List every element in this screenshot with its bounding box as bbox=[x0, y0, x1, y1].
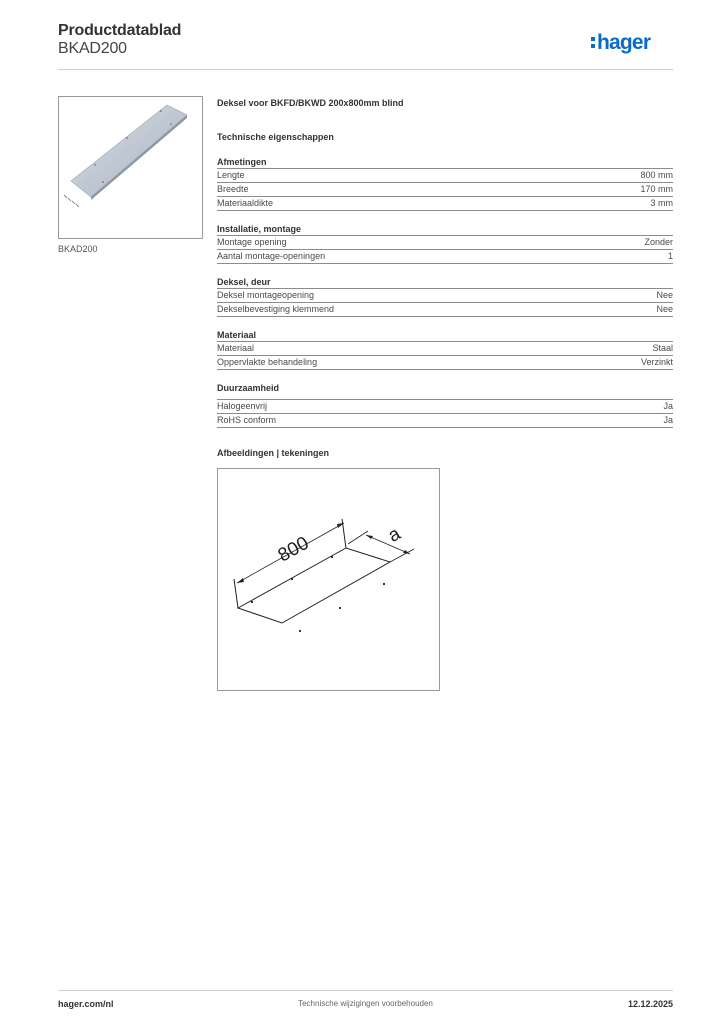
spec-section-sustainability bbox=[217, 382, 673, 428]
product-code: BKAD200 bbox=[58, 40, 127, 57]
spec-section-installation bbox=[217, 223, 673, 264]
spec-label: Halogeenvrij bbox=[217, 401, 268, 411]
spec-label: Breedte bbox=[217, 184, 249, 194]
dimension-width-label: a bbox=[384, 523, 405, 547]
spec-row bbox=[217, 250, 673, 264]
spec-label: Aantal montage-openingen bbox=[217, 251, 326, 261]
spec-label: Deksel montageopening bbox=[217, 290, 315, 300]
spec-row bbox=[217, 183, 673, 197]
spec-sheet bbox=[217, 96, 673, 428]
spec-row bbox=[217, 303, 673, 317]
dimension-length-label: 800 bbox=[274, 532, 313, 567]
drawings-heading: Afbeeldingen | tekeningen bbox=[217, 448, 330, 458]
spec-label: Materiaaldikte bbox=[217, 198, 274, 208]
section-title: Duurzaamheid bbox=[217, 382, 673, 400]
technical-drawing bbox=[217, 468, 440, 691]
spec-row bbox=[217, 197, 673, 211]
spec-row bbox=[217, 342, 673, 356]
spec-row bbox=[217, 289, 673, 303]
cover-plate-photo-icon bbox=[59, 97, 202, 238]
spec-label: Dekselbevestiging klemmend bbox=[217, 304, 335, 314]
section-title: Materiaal bbox=[217, 329, 673, 342]
spec-row bbox=[217, 356, 673, 370]
spec-label: Lengte bbox=[217, 170, 245, 180]
spec-label: Materiaal bbox=[217, 343, 255, 353]
disclaimer-text: Technische wijzigingen voorbehouden bbox=[298, 999, 433, 1008]
hager-logo-icon bbox=[591, 28, 673, 56]
spec-row bbox=[217, 400, 673, 414]
product-photo bbox=[58, 96, 203, 239]
website-link[interactable]: hager.com/nl bbox=[58, 999, 114, 1009]
spec-value: Ja bbox=[663, 415, 673, 425]
photo-caption: BKAD200 bbox=[58, 244, 98, 254]
spec-section-cover bbox=[217, 276, 673, 317]
spec-value: Verzinkt bbox=[640, 357, 673, 367]
spec-section-material bbox=[217, 329, 673, 370]
spec-value: Nee bbox=[656, 290, 673, 300]
svg-text:hager: hager bbox=[597, 31, 651, 54]
spec-label: Montage opening bbox=[217, 237, 287, 247]
section-title: Deksel, deur bbox=[217, 276, 673, 289]
spec-label: Oppervlakte behandeling bbox=[217, 357, 318, 367]
spec-section-dimensions bbox=[217, 156, 673, 211]
spec-label: RoHS conform bbox=[217, 415, 277, 425]
cover-plate-drawing-icon bbox=[218, 469, 439, 690]
spec-value: 3 mm bbox=[650, 198, 673, 208]
spec-value: 1 bbox=[667, 251, 673, 261]
page-header bbox=[58, 20, 673, 70]
technical-heading: Technische eigenschappen bbox=[217, 132, 334, 142]
page-footer bbox=[58, 990, 673, 1010]
spec-value: Ja bbox=[663, 401, 673, 411]
product-name: Deksel voor BKFD/BKWD 200x800mm blind bbox=[217, 98, 404, 108]
spec-value: Staal bbox=[652, 343, 673, 353]
spec-row bbox=[217, 414, 673, 428]
section-title: Afmetingen bbox=[217, 156, 673, 169]
spec-row bbox=[217, 236, 673, 250]
spec-row bbox=[217, 169, 673, 183]
spec-value: Nee bbox=[656, 304, 673, 314]
section-title: Installatie, montage bbox=[217, 223, 673, 236]
spec-value: 800 mm bbox=[640, 170, 673, 180]
spec-value: Zonder bbox=[644, 237, 673, 247]
document-date: 12.12.2025 bbox=[627, 999, 673, 1009]
spec-value: 170 mm bbox=[640, 184, 673, 194]
page-title: Productdatablad bbox=[58, 22, 182, 39]
